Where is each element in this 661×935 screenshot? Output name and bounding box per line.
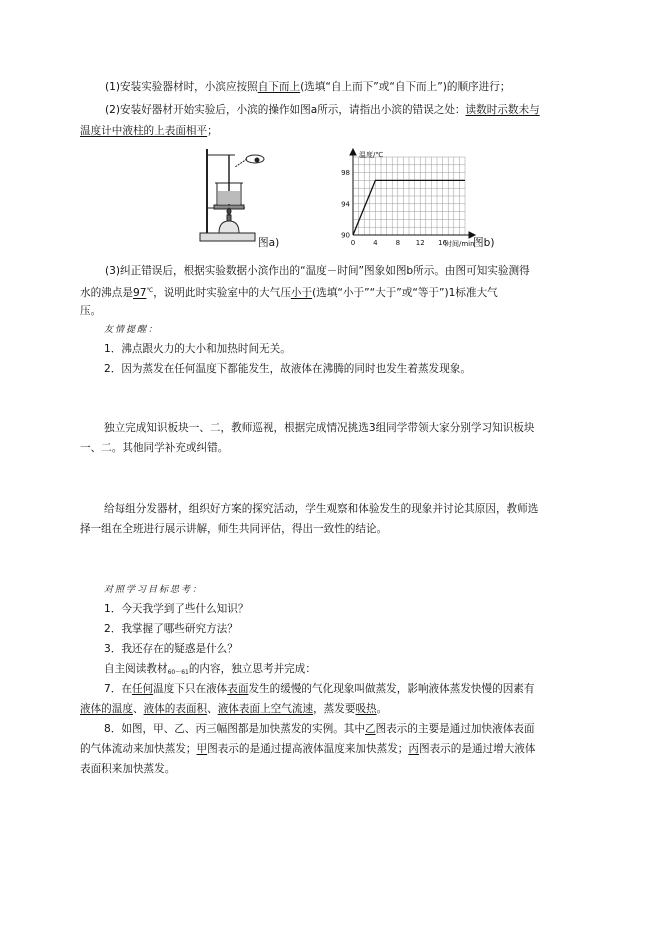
paragraph-2-line-2: 择一组在全班进行展示讲解，师生共同评估，得出一致性的结论。	[80, 523, 388, 535]
reading-pages: 60～61	[167, 669, 189, 676]
q3-text-e: (选填“小于”“大于”或“等于”)1标准大气	[312, 287, 498, 299]
chart-grid	[353, 157, 465, 235]
q7-text-d: ，蒸发要	[313, 703, 356, 715]
question-3	[105, 264, 530, 278]
paragraph-1-line-1: 独立完成知识板块一、二，教师巡视，根据完成情况挑选3组同学带领大家分别学习知识板块	[104, 422, 535, 434]
figure-a-apparatus	[195, 145, 285, 250]
question-1	[105, 80, 510, 94]
q2-answer-part1: 读数时示数未与	[465, 104, 540, 116]
reflect-item-3: 3．我还存在的疑惑是什么？	[104, 643, 238, 655]
figure-b-chart	[335, 145, 490, 250]
q3-figure-ref: b	[406, 265, 414, 277]
paragraph-1-line-2: 一、二。其他同学补充或纠错。	[80, 442, 229, 454]
q8-answer-3: 丙	[408, 743, 419, 755]
q8-text-b: 图表示的主要是通过加快液体表面	[375, 723, 535, 735]
q2-text-mid: 所示，请指出小滨的错误之处：	[317, 104, 466, 116]
q1-text: (1)安装实验器材时，小滨应按照	[105, 81, 258, 93]
q3-text-mid: 所示。由图可知实验测得	[413, 265, 530, 277]
question-2-cont	[80, 124, 218, 138]
figure-b-caption: 图b)	[473, 237, 495, 249]
reflect-item-2: 2．我掌握了哪些研究方法？	[104, 623, 238, 635]
q8-text-d: 图表示的是通过提高液体温度来加快蒸发；	[207, 743, 409, 755]
q7-sep-2: 、	[207, 703, 218, 715]
reflect-title: 对照学习目标思考：	[104, 585, 204, 595]
y-tick-label: 98	[341, 169, 350, 178]
q2-text: (2)安装好器材开始实验后，小滨的操作如图	[105, 104, 311, 116]
q8-text-c: 的气体流动来加快蒸发；	[80, 743, 197, 755]
y-axis-arrow	[350, 149, 356, 155]
x-tick-label: 16	[438, 239, 448, 247]
q2-figure-ref: a	[310, 104, 318, 116]
q7-text-c: 发生的缓慢的气化现象叫做蒸发，影响液体蒸发快慢的因素有	[248, 683, 535, 695]
question-3-cont	[80, 284, 498, 300]
question-8-end: 表面积来加快蒸发。	[80, 763, 176, 775]
q3-text-d: ，说明此时实验室中的大气压	[153, 287, 291, 299]
x-tick-label: 12	[415, 239, 425, 247]
q7-answer-4: 液体的表面积	[143, 703, 208, 715]
q1-answer: 自下而上	[257, 81, 301, 93]
x-tick-label: 4	[373, 239, 378, 247]
y-tick-label: 94	[341, 200, 350, 209]
q7-answer-1: 任何	[131, 683, 154, 695]
reading-text: 自主阅读教材	[104, 663, 168, 675]
reading-task	[104, 662, 316, 680]
q2-end: ；	[207, 125, 218, 137]
reading-text-end: 的内容，独立思考并完成：	[188, 663, 316, 675]
q3-answer-boiling-point: 97	[132, 287, 147, 299]
paragraph-2-line-1: 给每组分发器材，组织好方案的探究活动，学生观察和体验发生的现象并讨论其原因，教师选	[104, 503, 539, 515]
question-8	[104, 722, 535, 736]
question-2	[105, 103, 540, 117]
q1-text-end: (选填“自上而下”或“自下而上”)的顺序进行；	[300, 81, 511, 93]
q7-answer-2: 表面	[227, 683, 249, 695]
q8-text: 8．如图，甲、乙、丙三幅图都是加快蒸发的实例。其中	[104, 723, 365, 735]
tips-title: 友情提醒：	[104, 325, 160, 335]
x-tick-label: 8	[395, 239, 401, 247]
q3-degree-unit: ℃	[146, 287, 154, 294]
question-7	[104, 682, 535, 696]
chart-axes	[350, 149, 475, 238]
q3-text-c: 水的沸点是	[80, 287, 133, 299]
q8-text-e: 图表示的是通过增大液体	[419, 743, 536, 755]
q7-end: 。	[376, 703, 388, 715]
question-3-end: 压。	[80, 305, 102, 317]
question-8-cont	[80, 742, 536, 756]
question-7-cont	[80, 702, 387, 716]
q7-text-b: 温度下只在液体	[153, 683, 228, 695]
q8-answer-1: 乙	[365, 723, 376, 735]
x-axis-label: 时间/min	[445, 240, 475, 248]
tips-item-2: 2．因为蒸发在任何温度下都能发生，故液体在沸腾的同时也发生着蒸发现象。	[104, 363, 471, 375]
q3-answer-pressure: 小于	[290, 287, 313, 299]
reflect-item-1: 1．今天我学到了些什么知识？	[104, 603, 249, 615]
x-tick-label: 0	[350, 239, 356, 247]
q2-answer-part2: 温度计中液柱的上表面相平	[80, 125, 208, 137]
q3-text: (3)纠正错误后，根据实验数据小滨作出的“温度－时间”图象如图	[105, 265, 407, 277]
y-tick-label: 90	[341, 231, 350, 240]
y-axis-label: 温度/℃	[359, 151, 384, 159]
q7-text: 7．在	[104, 683, 132, 695]
q8-answer-2: 甲	[196, 743, 208, 755]
tips-item-1: 1．沸点跟火力的大小和加热时间无关。	[104, 343, 291, 355]
q7-answer-5: 液体表面上空气流速	[217, 703, 314, 715]
q7-answer-6: 吸热	[355, 703, 377, 715]
q7-answer-3: 液体的温度	[80, 703, 133, 715]
q7-sep-1: 、	[132, 703, 144, 715]
figure-a-caption: 图a)	[258, 237, 280, 249]
